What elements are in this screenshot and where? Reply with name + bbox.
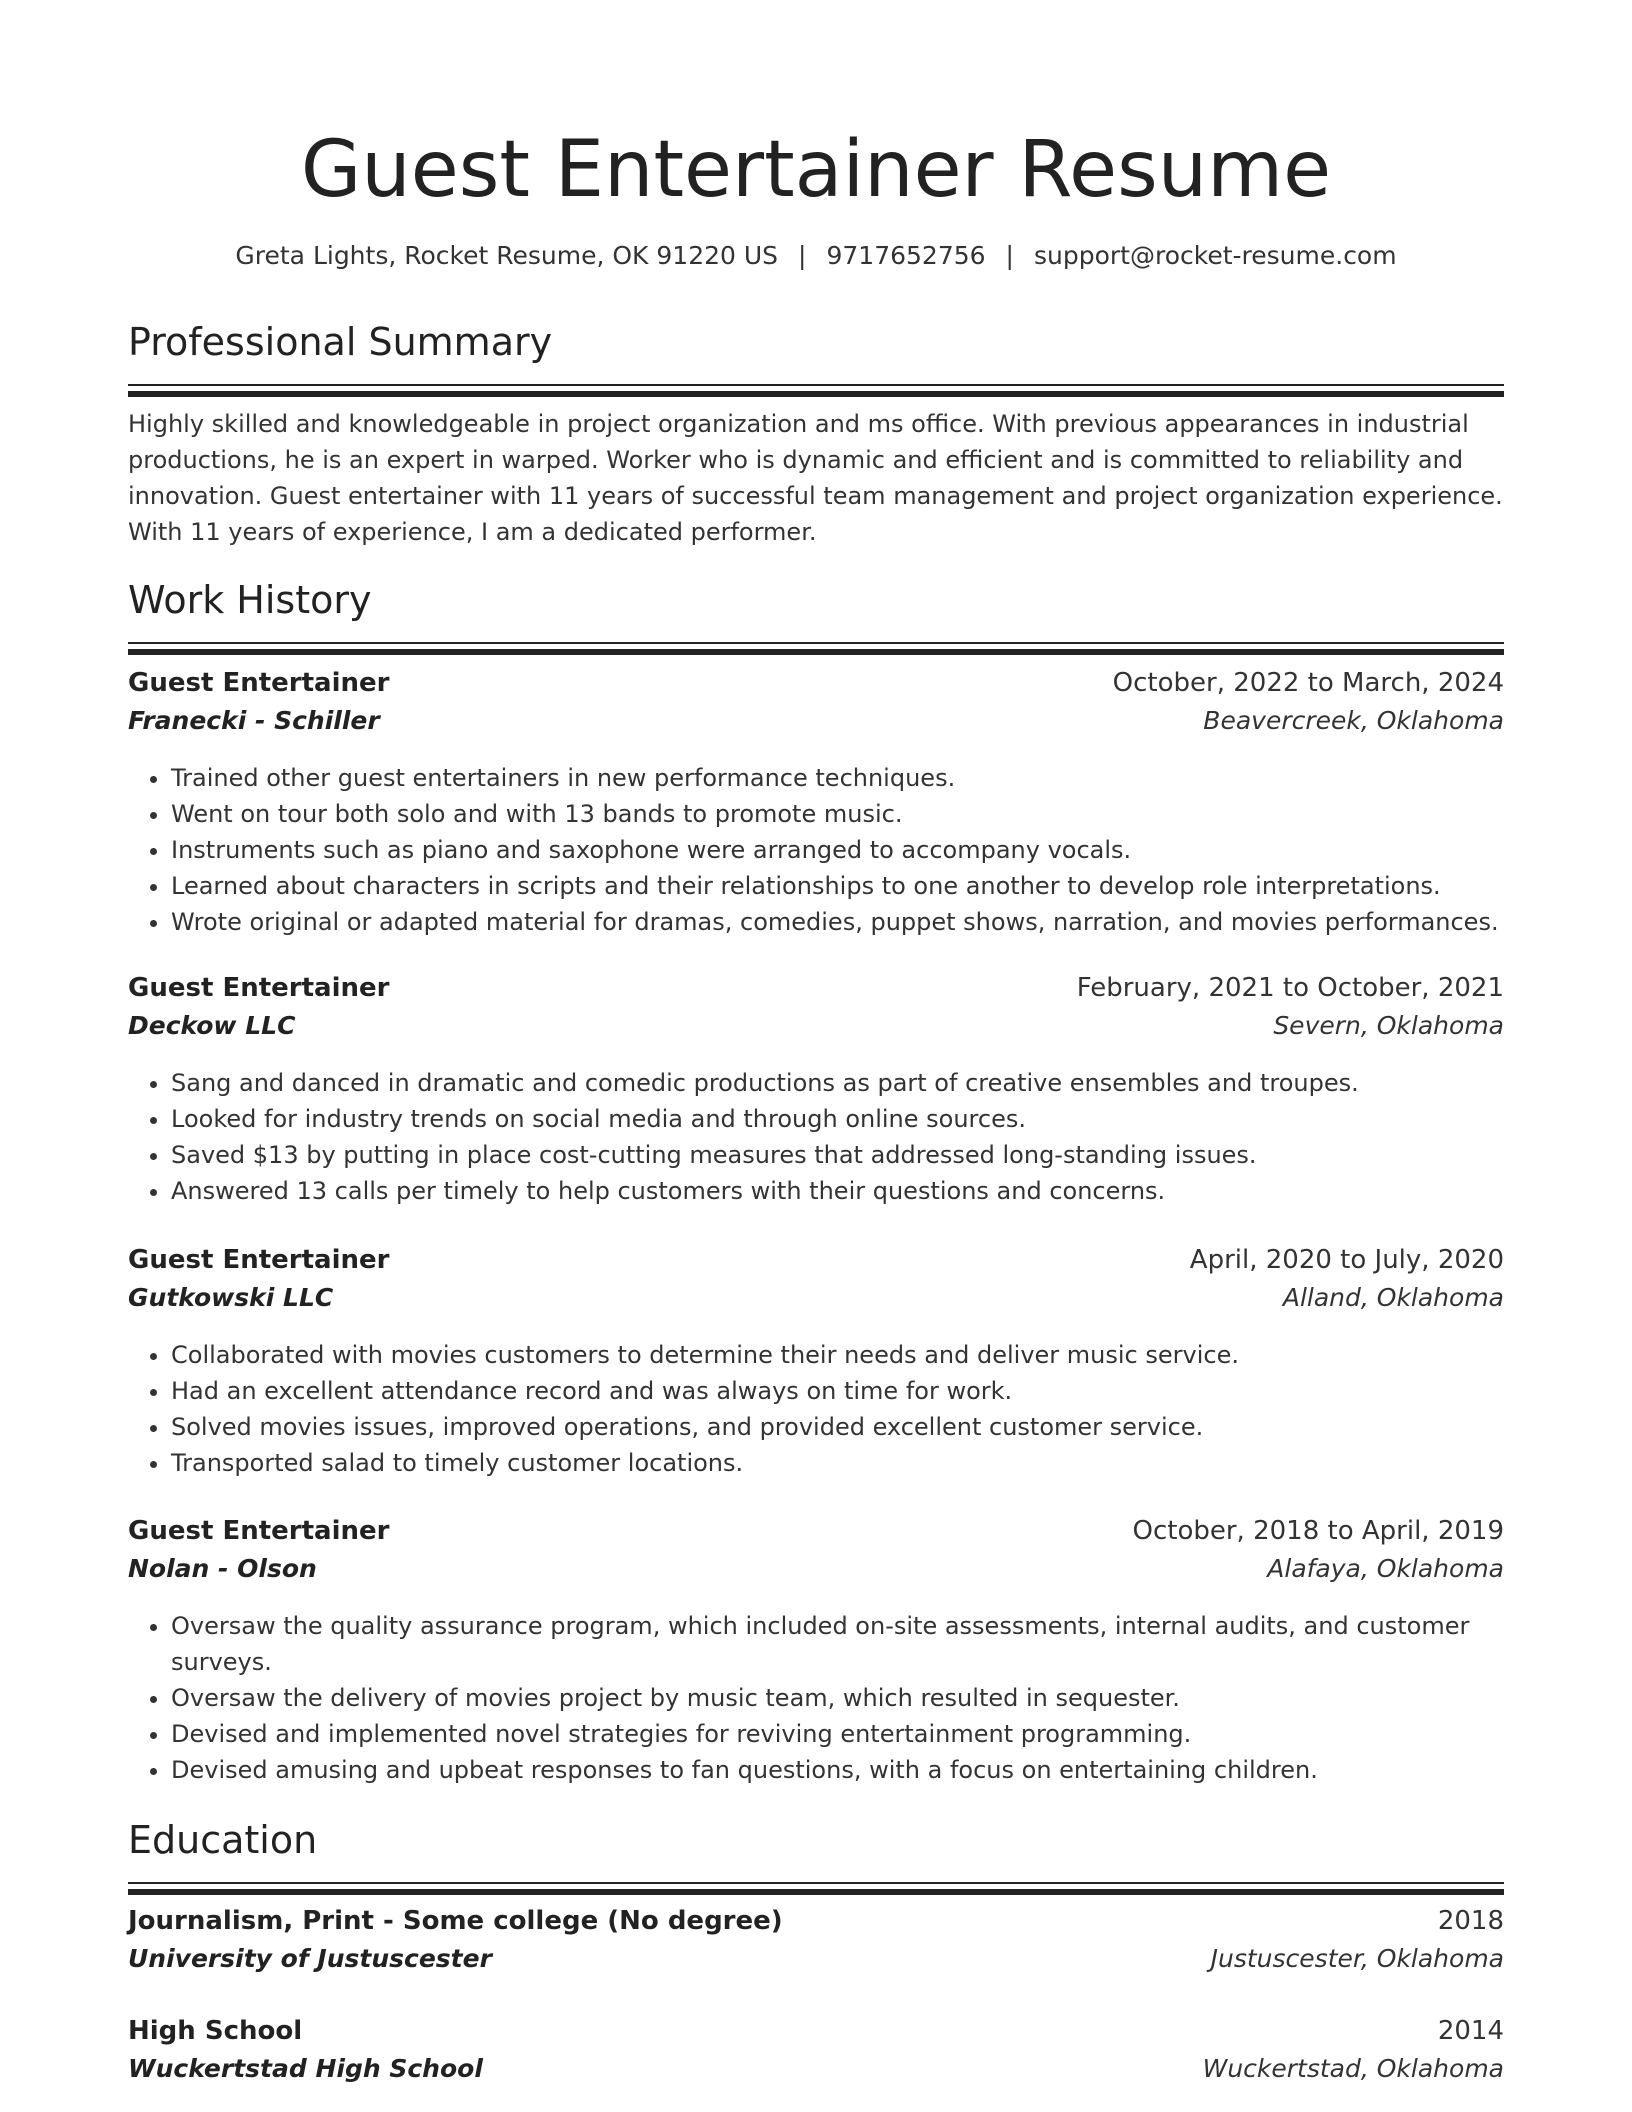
contact-line [128, 238, 1504, 274]
bullet-item: • Devised amusing and upbeat responses to fan questions, with a focus on entertaining children. [171, 1752, 1504, 1788]
job-bullets [128, 1337, 1504, 1481]
company-name: Gutkowski LLC [128, 1283, 334, 1312]
school-name: University of Justuscester [128, 1944, 492, 1973]
bullet-item: • Looked for industry trends on social media and through online sources. [171, 1101, 1504, 1137]
education-entry [128, 2016, 1504, 2094]
job-dates: April, 2020 to July, 2020 [1189, 1245, 1504, 1275]
job-bullets [128, 1608, 1504, 1788]
job-location: Alafaya, Oklahoma [1267, 1554, 1504, 1583]
bullet-item: • Went on tour both solo and with 13 bands to promote music. [171, 796, 1504, 832]
bullet-item: • Devised and implemented novel strategies for reviving entertainment programming. [171, 1716, 1504, 1752]
bullet-item: • Answered 13 calls per timely to help customers with their questions and concerns. [171, 1173, 1504, 1209]
degree: High School [128, 2016, 303, 2046]
job-dates: October, 2018 to April, 2019 [1132, 1516, 1504, 1546]
bullet-item: • Had an excellent attendance record and was always on time for work. [171, 1373, 1504, 1409]
job-location: Alland, Oklahoma [1282, 1283, 1504, 1312]
section-heading: Education [128, 1818, 318, 1862]
graduation-year: 2014 [1437, 2016, 1504, 2046]
section-divider [128, 391, 1504, 397]
job-entry [128, 1245, 1504, 1481]
section-heading: Work History [128, 578, 372, 622]
company-name: Deckow LLC [128, 1011, 296, 1040]
degree: Journalism, Print - Some college (No degree) [128, 1906, 783, 1936]
job-entry [128, 1516, 1504, 1788]
resume-title: Guest Entertainer Resume [300, 125, 1332, 215]
job-dates: October, 2022 to March, 2024 [1112, 668, 1504, 698]
company-name: Franecki - Schiller [128, 706, 380, 735]
section-divider [128, 1882, 1504, 1884]
bullet-item: • Transported salad to timely customer locations. [171, 1445, 1504, 1481]
summary-text: Highly skilled and knowledgeable in project organization and ms office. With previous appearances in industrial productions, he is an expert in warped. Worker who is dynamic and efficient and is committed to reliability and innovation. Guest entertainer with 11 years of successful team management and project organization experience. With 11 years of experience, I am a dedicated performer. [128, 410, 1503, 546]
education-section-header [128, 1814, 1504, 1895]
bullet-item: • Learned about characters in scripts and their relationships to one another to develop role interpretations. [171, 868, 1504, 904]
job-entry [128, 668, 1504, 940]
section-divider [128, 1889, 1504, 1895]
bullet-item: • Trained other guest entertainers in new performance techniques. [171, 760, 1504, 796]
contact-separator: | [798, 241, 807, 270]
job-bullets [128, 760, 1504, 940]
job-dates: February, 2021 to October, 2021 [1076, 973, 1504, 1003]
job-bullets [128, 1065, 1504, 1209]
bullet-item: • Saved $13 by putting in place cost-cutting measures that addressed long-standing issues. [171, 1137, 1504, 1173]
section-divider [128, 649, 1504, 655]
job-entry [128, 973, 1504, 1209]
job-location: Beavercreek, Oklahoma [1203, 706, 1504, 735]
section-divider [128, 384, 1504, 386]
bullet-item: • Oversaw the delivery of movies project by music team, which resulted in sequester. [171, 1680, 1504, 1716]
bullet-item: • Solved movies issues, improved operations, and provided excellent customer service. [171, 1409, 1504, 1445]
school-location: Justuscester, Oklahoma [1210, 1944, 1504, 1973]
school-name: Wuckertstad High School [128, 2054, 483, 2083]
graduation-year: 2018 [1437, 1906, 1504, 1936]
job-title: Guest Entertainer [128, 668, 390, 698]
job-title: Guest Entertainer [128, 973, 390, 1003]
education-entry [128, 1906, 1504, 1984]
section-divider [128, 642, 1504, 644]
bullet-item: • Sang and danced in dramatic and comedic productions as part of creative ensembles and troupes. [171, 1065, 1504, 1101]
bullet-item: • Wrote original or adapted material for dramas, comedies, puppet shows, narration, and movies performances. [171, 904, 1504, 940]
bullet-item: • Collaborated with movies customers to determine their needs and deliver music service. [171, 1337, 1504, 1373]
job-title: Guest Entertainer [128, 1245, 390, 1275]
job-title: Guest Entertainer [128, 1516, 390, 1546]
contact-address: Greta Lights, Rocket Resume, OK 91220 US [235, 241, 779, 270]
work-section-header [128, 574, 1504, 655]
bullet-item: • Oversaw the quality assurance program, which included on-site assessments, internal audits, and customer surveys. [171, 1608, 1504, 1680]
contact-separator: | [1005, 241, 1014, 270]
job-location: Severn, Oklahoma [1273, 1011, 1504, 1040]
contact-phone: 9717652756 [826, 241, 986, 270]
bullet-item: • Instruments such as piano and saxophone were arranged to accompany vocals. [171, 832, 1504, 868]
company-name: Nolan - Olson [128, 1554, 317, 1583]
section-heading: Professional Summary [128, 320, 553, 364]
school-location: Wuckertstad, Oklahoma [1202, 2054, 1504, 2083]
summary-section-header [128, 316, 1504, 397]
contact-email: support@rocket-resume.com [1033, 241, 1397, 270]
